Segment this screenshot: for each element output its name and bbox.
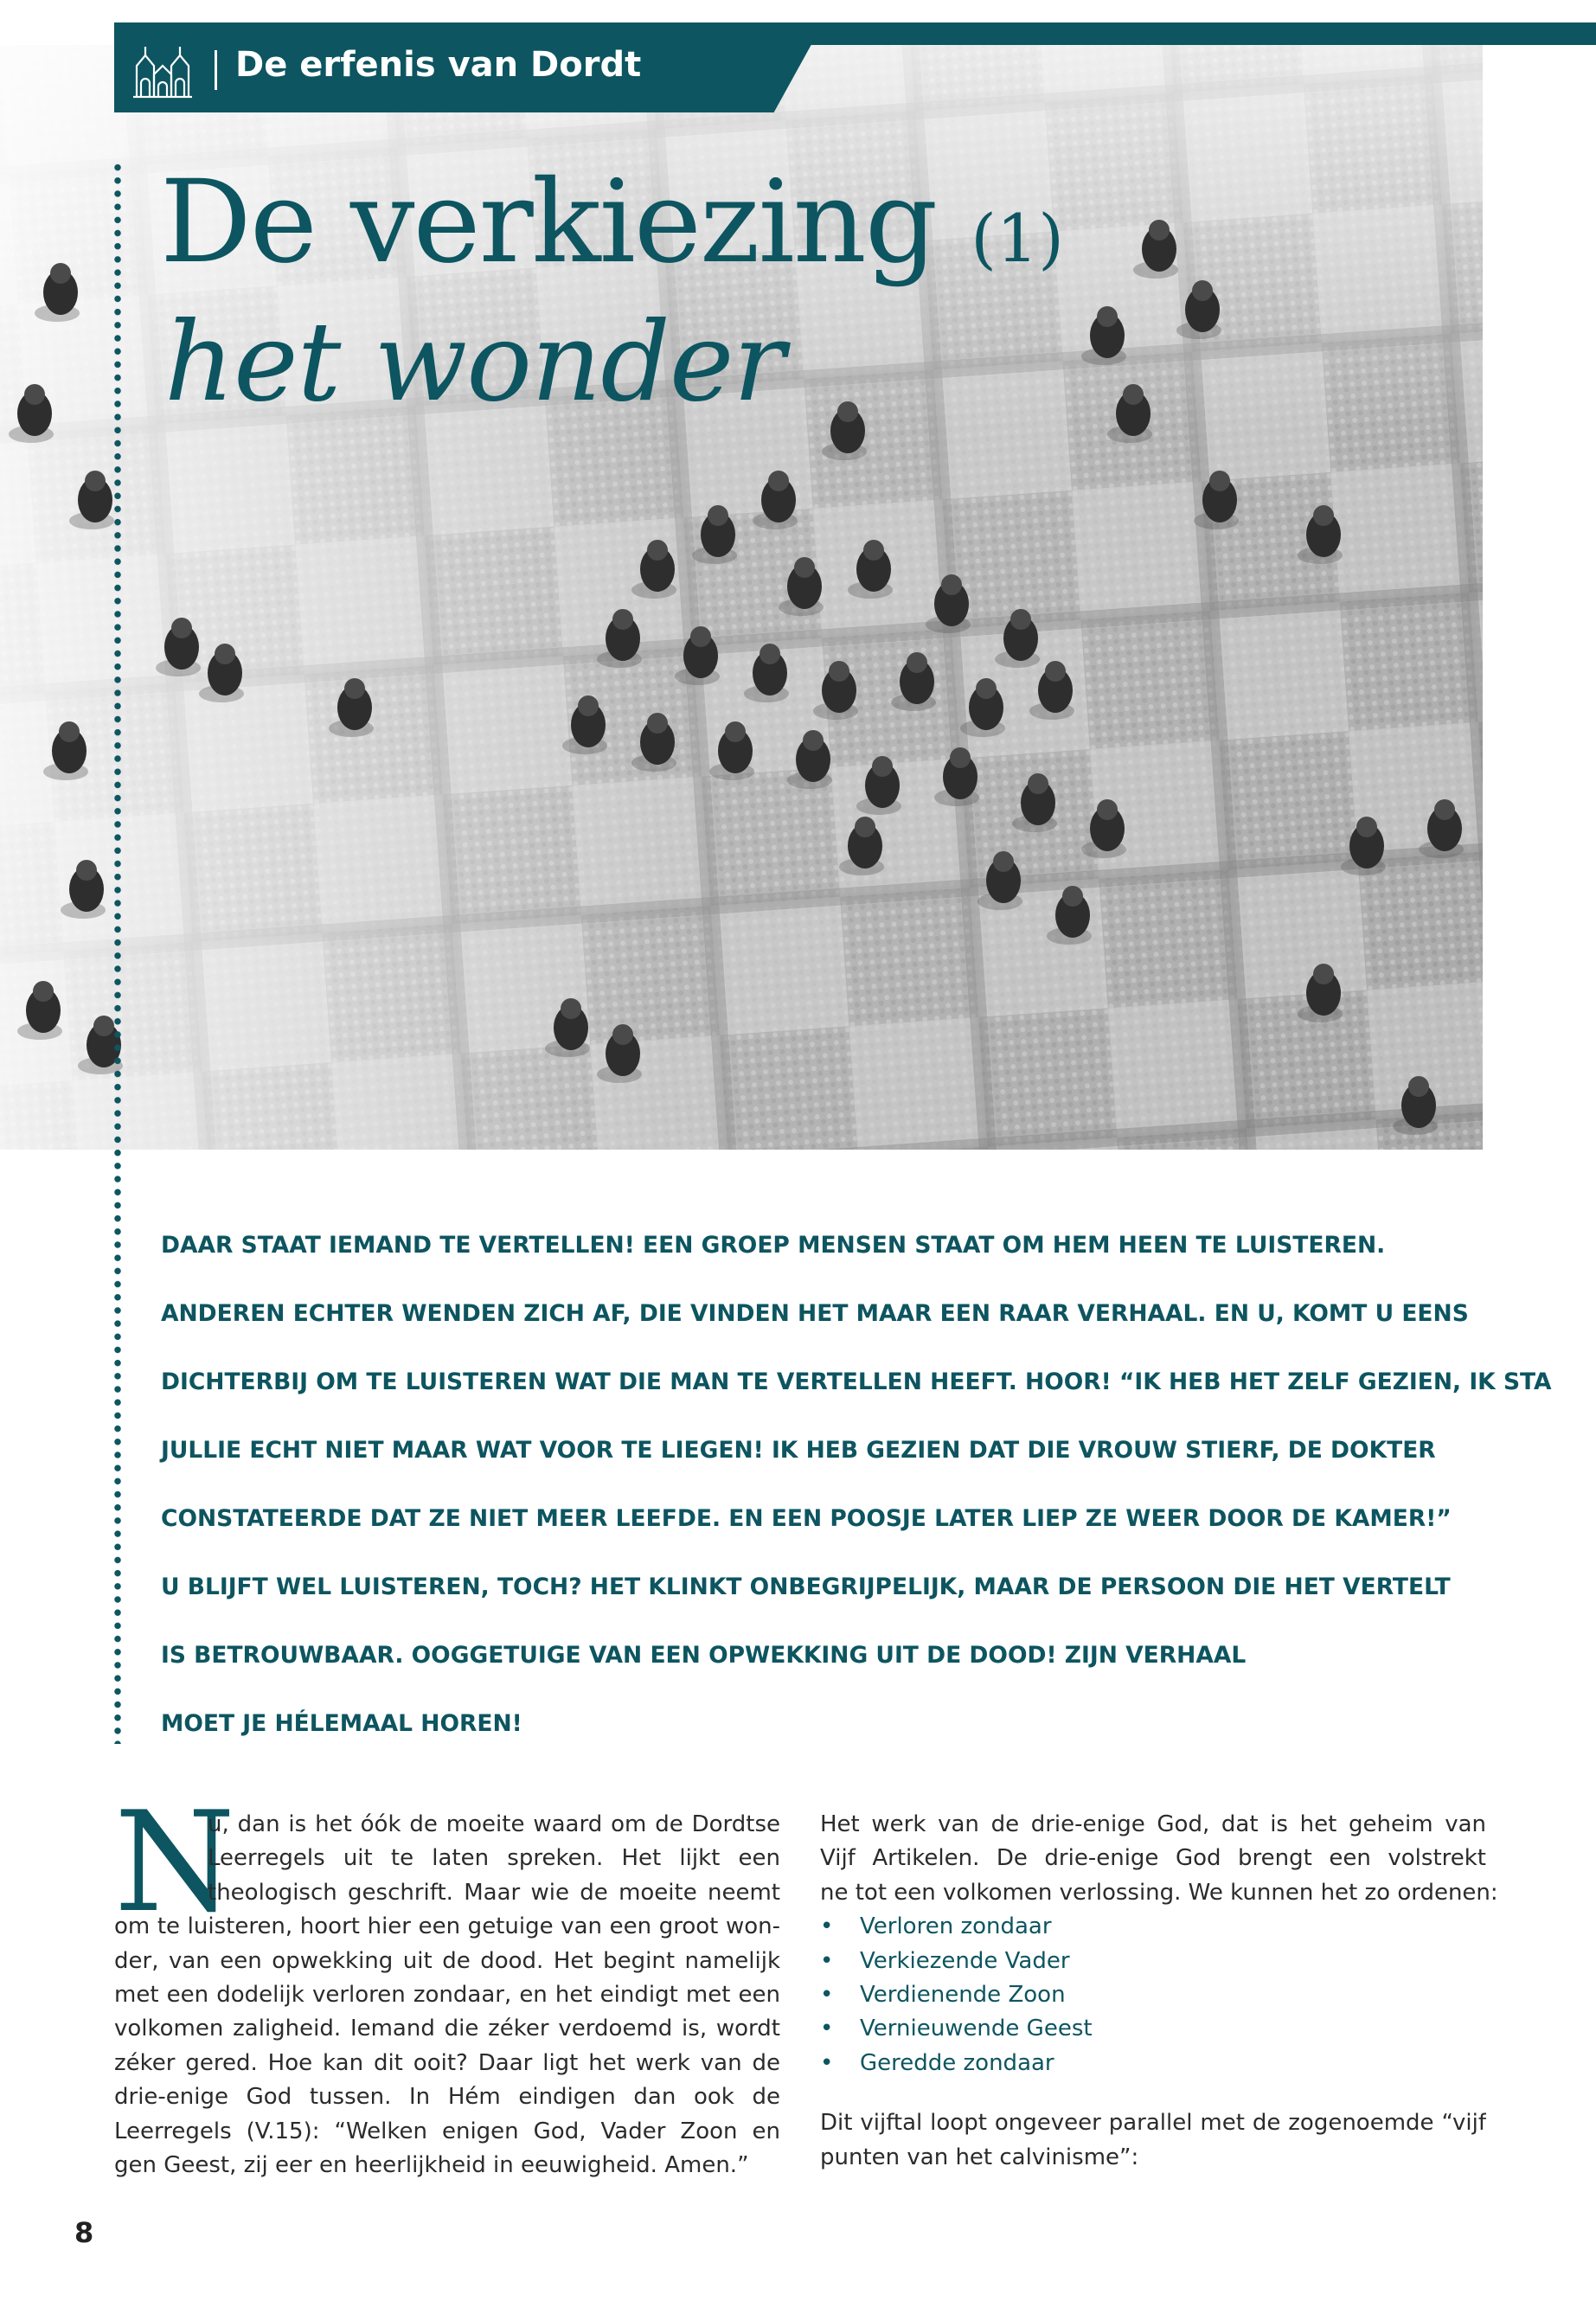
body-line: drie-enige God tussen. In Hém eindigen dan ook de [114,2084,780,2111]
article-title [160,156,1064,289]
intro-line: IS BETROUWBAAR. OOGGETUIGE VAN EEN OPWEKKING UIT DE DOOD! ZIJN VERHAAL [161,1642,1247,1669]
five-points-list [820,1910,1486,2080]
intro-line: JULLIE ECHT NIET MAAR WAT VOOR TE LIEGEN! IK HEB GEZIEN DAT DIE VROUW STIERF, DE DOKTER [161,1437,1436,1464]
list-item: • Verdienende Zoon [820,1978,1486,2012]
article-subtitle: het wonder [164,298,785,426]
intro-line: CONSTATEERDE DAT ZE NIET MEER LEEFDE. EN EEN POOSJE LATER LIEP ZE WEER DOOR DE KAMER!” [161,1505,1452,1532]
drop-cap: N [114,1781,235,1943]
body-line: volkomen zaligheid. Iemand die zéker verdoemd is, wordt [114,2016,780,2042]
intro-line: MOET JE HÉLEMAAL HOREN! [161,1710,522,1737]
intro-lead [161,1228,1552,1775]
paragraph-gap [820,2080,1486,2106]
page-number: 8 [74,2216,94,2249]
intro-line: U BLIJFT WEL LUISTEREN, TOCH? HET KLINKT ONBEGRIJPELIJK, MAAR DE PERSOON DIE HET VERTELT [161,1574,1451,1600]
dotted-margin-rule [112,161,123,1744]
church-building-icon [130,40,195,100]
body-line: ne tot een volkomen verlossing. We kunnen het zo ordenen: [820,1879,1498,1906]
series-title: De erfenis van Dordt [235,45,642,85]
header-separator [215,50,217,90]
body-line: Leerregels uit te laten spreken. Het lijkt een [208,1845,780,1872]
intro-line: DICHTERBIJ OM TE LUISTEREN WAT DIE MAN TE VERTELLEN HEEFT. HOOR! “IK HEB HET ZELF GEZIEN, IK STA [161,1368,1552,1395]
list-item: • Vernieuwende Geest [820,2012,1486,2046]
body-line: punten van het calvinisme”: [820,2144,1139,2170]
body-line: Dit vijftal loopt ongeveer parallel met de zogenoemde “vijf [820,2110,1486,2137]
body-column-left [114,1808,780,2182]
intro-line: ANDEREN ECHTER WENDEN ZICH AF, DIE VINDEN HET MAAR EEN RAAR VERHAAL. EN U, KOMT U EENS [161,1300,1469,1327]
body-line: theologisch geschrift. Maar wie de moeite neemt [208,1879,780,1906]
article-part-number: (1) [971,200,1064,277]
intro-line: DAAR STAAT IEMAND TE VERTELLEN! EEN GROEP MENSEN STAAT OM HEM HEEN TE LUISTEREN. [161,1232,1386,1259]
body-column-right [820,1808,1498,2175]
list-item: • Geredde zondaar [820,2047,1486,2080]
body-line: met een dodelijk verloren zondaar, en het eindigt met een [114,1981,780,2008]
list-item: • Verkiezende Vader [820,1945,1486,1978]
body-line: u, dan is het óók de moeite waard om de Dordtse [208,1811,780,1837]
body-line: Het werk van de drie-enige God, dat is het geheim van [820,1811,1486,1837]
body-line: gen Geest, zij eer en heerlijkheid in eeuwigheid. Amen.” [114,2151,749,2178]
body-line: der, van een opwekking uit de dood. Het begint namelijk [114,1947,780,1974]
body-line: om te luisteren, hoort hier een getuige van een groot won- [114,1913,780,1940]
body-line: Vijf Artikelen. De drie-enige God brengt een volstrekt [820,1845,1486,1872]
body-line: zéker gered. Hoe kan dit ooit? Daar ligt het werk van de [114,2049,780,2076]
body-line: Leerregels (V.15): “Welken enigen God, Vader Zoon en [114,2118,780,2144]
list-item: • Verloren zondaar [820,1910,1486,1944]
article-title-main: De verkiezing [160,156,937,289]
